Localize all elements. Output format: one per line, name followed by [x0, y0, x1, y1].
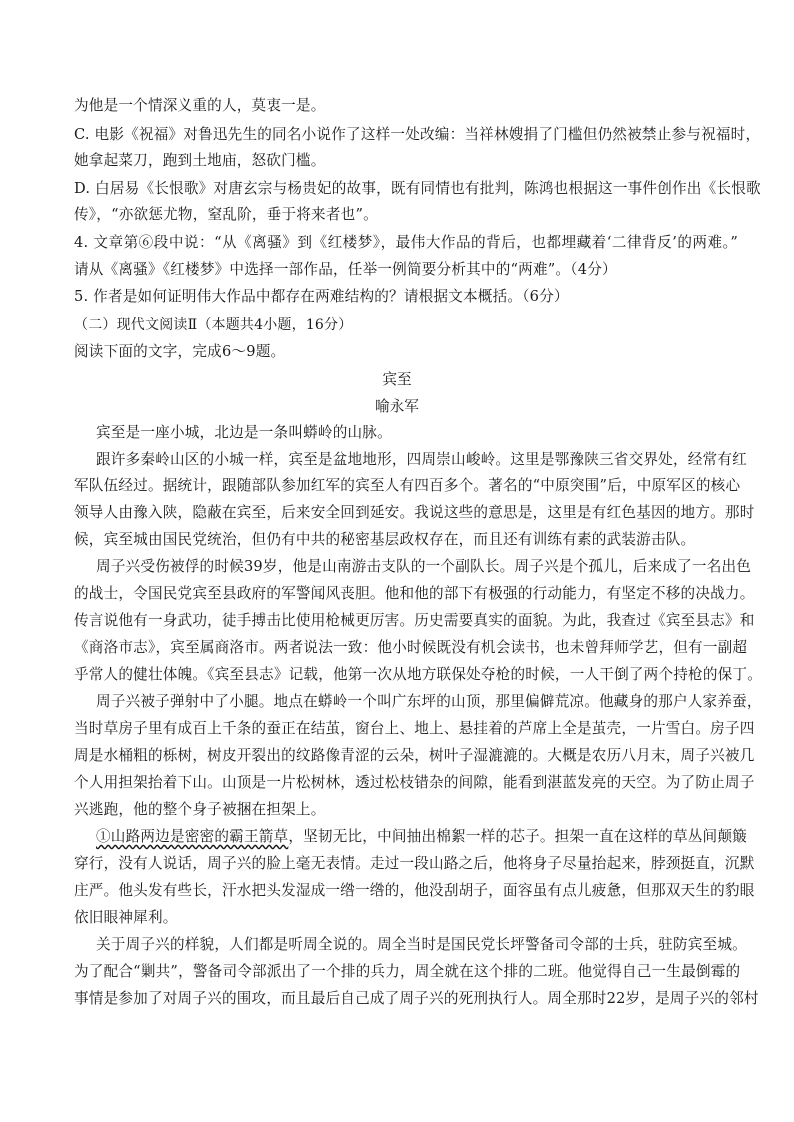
paragraph-line: 关于周子兴的样貌，人们都是听周全说的。周全当时是国民党长坪警备司令部的士兵，驻防宾至城。 — [96, 936, 747, 953]
paragraph-line: 个人用担架抬着下山。山顶是一片松树林，透过松枝错杂的间隙，能看到湛蓝发亮的天空。为了防止周子 — [74, 774, 755, 791]
section-heading: （二）现代文阅读Ⅱ（本题共4小题，16分） — [74, 317, 353, 333]
article-title: 宾至 — [382, 371, 412, 388]
paragraph-line: ①山路两边是密密的霸王箭草，坚韧无比，中间抽出棉絮一样的芯子。担架一直在这样的草丛间颠簸 — [96, 828, 747, 845]
paragraph-line: 领导人由豫入陕，隐蔽在宾至，后来安全回到延安。我说这些的意思是，这里是有红色基因的地方。那时 — [74, 504, 755, 521]
question-4-line: 4. 文章第⑥段中说：“从《离骚》到《红楼梦》，最伟大作品的背后，也都埋藏着‘二律背反’的两难。” — [74, 234, 738, 251]
paragraph-line: 《商洛市志》，宾至属商洛市。两者说法一致：他小时候既没有机会读书，也未曾拜师学艺，但有一副超 — [74, 639, 748, 656]
text-line: 为他是一个情深义重的人，莫衷一是。 — [74, 97, 326, 114]
wavy-underlined-sentence: ①山路两边是密密的霸王箭草 — [96, 828, 289, 845]
option-d-line: D. 白居易《长恨歌》对唐玄宗与杨贵妃的故事，既有同情也有批判，陈鸿也根据这一事件创作出《长恨歌 — [74, 180, 761, 197]
text-line: 请从《离骚》《红楼梦》中选择一部作品，任举一例简要分析其中的“两难”。（4分） — [74, 261, 617, 278]
text-line: 传》，“亦欲惩尤物，窒乱阶，垂于将来者也”。 — [74, 206, 378, 223]
article-author: 喻永军 — [375, 398, 419, 415]
paragraph-line: 军队伍经过。据统计，跟随部队参加红军的宾至人有四百多个。著名的“中原突围”后，中原军区的核心 — [74, 477, 741, 494]
paragraph-line: 当时草房子里有成百上千条的蚕正在结茧，窗台上、地上、悬挂着的芦席上全是茧壳，一片雪白。房子四 — [74, 720, 755, 737]
paragraph-line: 候，宾至城由国民党统治，但仍有中共的秘密基层政权存在，而且还有训练有素的武装游击队。 — [74, 531, 696, 548]
paragraph-line: 兴逃跑，他的整个身子被捆在担架上。 — [74, 801, 326, 818]
paragraph-line: 为了配合“剿共”，警备司令部派出了一个排的兵力，周全就在这个排的二班。他觉得自己一生最倒霉的 — [74, 963, 741, 980]
paragraph-line: 依旧眼神犀利。 — [74, 909, 178, 926]
paragraph-line: 传言说他有一身武功，徒手搏击比使用枪械更厉害。历史需要真实的面貌。为此，我查过《宾至县志》和 — [74, 612, 755, 629]
paragraph-line: 的战士，令国民党宾至县政府的军警闻风丧胆。他和他的部下有极强的行动能力，有坚定不移的决战力。 — [74, 585, 755, 602]
paragraph-line: 穿行，没有人说话，周子兴的脸上毫无表情。走过一段山路之后，他将身子尽量抬起来，脖颈挺直，沉默 — [74, 855, 755, 872]
paragraph-line: 乎常人的健壮体魄。《宾至县志》记载，他第一次从地方联保处夺枪的时候，一人干倒了两个持枪的保丁。 — [74, 666, 763, 683]
paragraph-line: 周是水桶粗的栎树，树皮开裂出的纹路像青涩的云朵，树叶子湿漉漉的。大概是农历八月末，周子兴被几 — [74, 747, 755, 764]
paragraph-line: 庄严。他头发有些长，汗水把头发湿成一绺一绺的，他没刮胡子，面容虽有点儿疲惫，但那双天生的豹眼 — [74, 882, 755, 899]
question-5-line: 5. 作者是如何证明伟大作品中都存在两难结构的？请根据文本概括。（6分） — [74, 288, 569, 305]
paragraph-line: 周子兴受伤被俘的时候39岁，他是山南游击支队的一个副队长。周子兴是个孤儿，后来成了一名出色 — [96, 558, 752, 575]
instruction-line: 阅读下面的文字，完成6～9题。 — [74, 343, 286, 360]
paragraph-line: 周子兴被子弹射中了小腿。地点在蟒岭一个叫广东坪的山顶，那里偏僻荒凉。他藏身的那户人家养蚕， — [96, 693, 762, 710]
text-line: 她拿起菜刀，跑到土地庙，怒砍门槛。 — [74, 152, 326, 169]
paragraph-line: 跟许多秦岭山区的小城一样，宾至是盆地地形，四周崇山峻岭。这里是鄂豫陕三省交界处，经常有红 — [96, 451, 747, 468]
paragraph-line: 事情是参加了对周子兴的围攻，而且最后自己成了周子兴的死刑执行人。周全那时22岁，是周子兴的邻村 — [74, 990, 759, 1007]
paragraph-line: 宾至是一座小城，北边是一条叫蟒岭的山脉。 — [96, 424, 392, 441]
option-c-line: C. 电影《祝福》对鲁迅先生的同名小说作了这样一处改编：当祥林嫂捐了门槛但仍然被禁止参与祝福时， — [74, 126, 761, 143]
